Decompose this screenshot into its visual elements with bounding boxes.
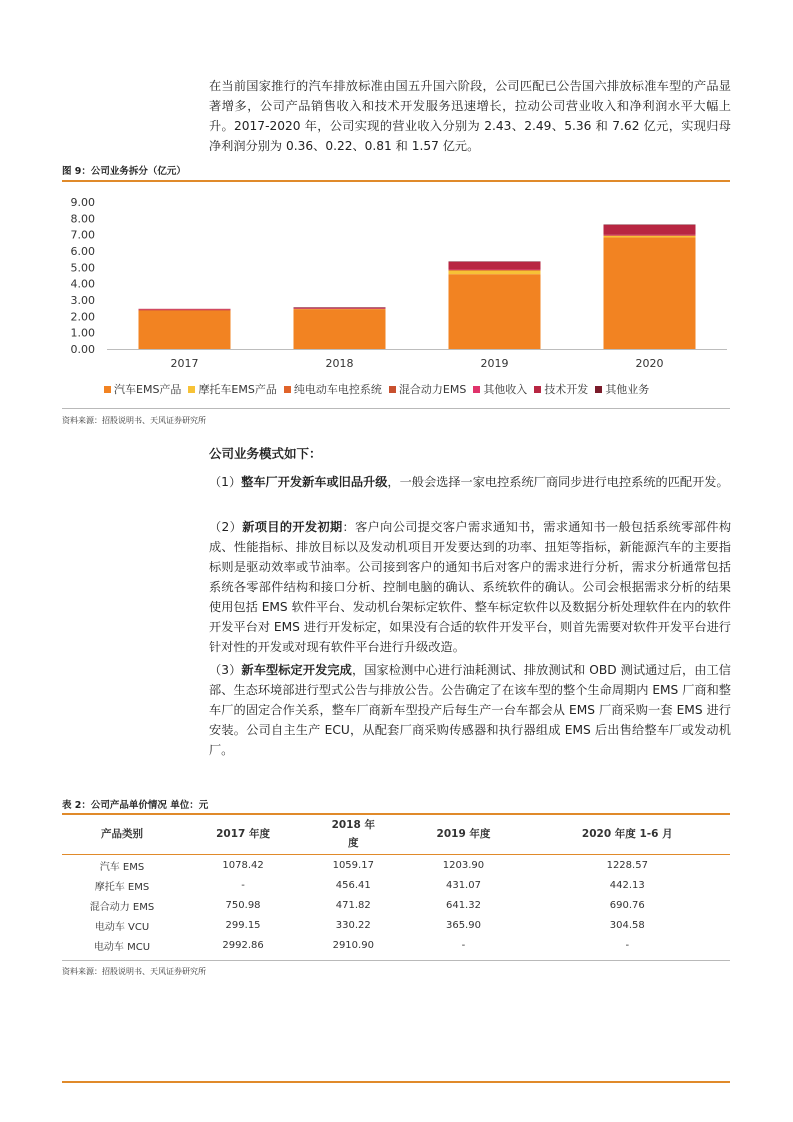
unit-price-table (62, 814, 730, 955)
cell: 1203.90 (442, 859, 485, 871)
y-tick-label: 7.00 (70, 228, 95, 242)
x-tick-label: 2017 (170, 357, 199, 370)
legend-item (534, 381, 588, 397)
bar-segment (294, 310, 386, 349)
table-source: 资料来源：招股说明书、天风证券研究所 (62, 967, 206, 976)
table-row (62, 895, 730, 915)
bar-segment (449, 269, 541, 270)
y-tick-label: 5.00 (70, 261, 95, 275)
business-model-paragraph-2 (209, 517, 731, 657)
bar-segment (449, 261, 541, 262)
paragraph-number: （1） (209, 475, 242, 489)
table-row (62, 855, 730, 876)
figure-title: 图 9：公司业务拆分（亿元） (62, 166, 186, 177)
table-title: 表 2：公司产品单价情况 单位：元 (62, 800, 209, 811)
cell: 1059.17 (332, 859, 374, 871)
header-2019: 2019 年度 (436, 828, 491, 840)
legend-label: 技术开发 (544, 383, 589, 396)
y-tick-label: 2.00 (70, 310, 95, 324)
bar-segment (604, 236, 696, 238)
legend-item (104, 381, 181, 397)
bar-segment (139, 310, 231, 311)
bar-segment (449, 262, 541, 270)
paragraph-lead: 新车型标定开发完成 (241, 663, 352, 677)
cell: 330.22 (335, 919, 371, 931)
footer-rule (62, 1081, 730, 1083)
bar-segment (604, 235, 696, 236)
y-tick-label: 6.00 (70, 245, 95, 258)
paragraph-number: （2） (209, 520, 243, 534)
paragraph-text: ，一般会选择一家电控系统厂商同步进行电控系统的匹配开发。 (387, 475, 729, 489)
section-heading: 公司业务模式如下： (209, 446, 322, 461)
cell: - (241, 879, 245, 891)
bar-segment (294, 309, 386, 310)
figure-top-rule (62, 180, 730, 182)
cell: 1228.57 (606, 859, 648, 871)
legend-swatch (284, 386, 291, 393)
cell: 2910.90 (332, 939, 374, 951)
header-2017: 2017 年度 (216, 828, 270, 840)
header-2018: 2018 年 度 (331, 819, 375, 849)
y-tick-label: 0.00 (70, 343, 95, 356)
paragraph-lead: 新项目的开发初期 (242, 520, 343, 534)
legend-swatch (188, 386, 195, 393)
bar-segment (604, 237, 696, 349)
paragraph-text: ：客户向公司提交客户需求通知书，需求通知书一般包括系统零部件构成、性能指标、排放目标以及发动机项目开发要达到的功率、扭矩等指标，新能源汽车的主要指标则是驱动效率或节油率。公司接到客户的通知书后对客户的需求进行分析，需求分析通常包括系统各零部件结构和接口分析、控制电脑的确认、系统软件的确认。公司会根据需求分析的结果使用包括 EMS 软件平台、发动机台架标定软件、整车标定软件以及数据分析处理软件在内的软件开发平台对 EMS 进行开发标定，如果没有合适的软件开发平台，则首先需要对软件开发平台进行针对性的开发或对现有软件平台进行升级改造。 (209, 520, 732, 654)
legend-label: 其他业务 (605, 383, 650, 396)
cell: 2992.86 (222, 939, 264, 951)
legend-label: 汽车EMS产品 (114, 383, 182, 396)
chart-legend (104, 381, 649, 397)
legend-swatch (595, 386, 602, 393)
legend-item (595, 381, 649, 397)
legend-label: 混合动力EMS (398, 383, 467, 396)
table-row (62, 935, 730, 955)
table-row (62, 915, 730, 935)
bar-segment (139, 309, 231, 310)
bar-segment (139, 309, 231, 310)
business-model-paragraph-1 (209, 472, 731, 492)
cell: 299.15 (225, 919, 261, 931)
cell: 641.32 (445, 899, 481, 911)
paragraph-number: （3） (209, 663, 242, 677)
paragraph-lead: 整车厂开发新车或旧品升级 (241, 475, 388, 489)
legend-item (389, 381, 466, 397)
y-tick-label: 9.00 (70, 196, 95, 209)
bar-segment (139, 311, 231, 349)
cell: 汽车 EMS (99, 861, 145, 873)
paragraph-text: ，国家检测中心进行油耗测试、排放测试和 OBD 测试通过后，由工信部、生态环境部进行型式公告与排放公告。公告确定了在该车型的整个生命周期内 EMS 厂商和整车厂的固定合作关系，整车厂商新车型投产后每生产一台车都会从 EMS 厂商采购一套 EMS 进行安装。公司自主生产 ECU，从配套厂商采购传感器和执行器组成 EMS 后出售给整车厂或发动机厂。 (209, 663, 731, 757)
bar-segment (294, 307, 386, 308)
intro-paragraph: 在当前国家推行的汽车排放标准由国五升国六阶段，公司匹配已公告国六排放标准车型的产品显著增多，公司产品销售收入和技术开发服务迅速增长，拉动公司营业收入和净利润水平大幅上升。2017-2020 年，公司实现的营业收入分别为 2.43、2.49、5.36 和 7.62 亿元，实现归母净利润分别为 0.36、0.22、0.81 和 1.57 亿元。 (209, 79, 731, 153)
cell: - (625, 939, 630, 951)
legend-label: 其他收入 (483, 383, 528, 396)
cell: 471.82 (335, 899, 371, 911)
cell: 456.41 (335, 879, 371, 891)
cell: 混合动力 EMS (89, 901, 155, 913)
bar-segment (604, 225, 696, 235)
cell: 365.90 (445, 919, 481, 931)
y-tick-label: 8.00 (70, 212, 95, 226)
y-tick-label: 1.00 (70, 326, 95, 340)
cell: 1078.42 (222, 859, 264, 871)
cell: - (461, 939, 466, 951)
bar-segment (449, 270, 541, 274)
cell: 304.58 (609, 919, 645, 931)
legend-item (473, 381, 527, 397)
legend-item (188, 381, 276, 397)
x-tick-label: 2020 (635, 357, 664, 370)
legend-swatch (473, 386, 480, 393)
bar-segment (604, 225, 696, 226)
legend-label: 纯电动车电控系统 (293, 383, 382, 396)
table-bottom-rule (62, 960, 730, 961)
header-2020h1: 2020 年度 1-6 月 (581, 828, 673, 840)
legend-item (284, 381, 382, 397)
cell: 电动车 VCU (94, 921, 150, 933)
x-tick-label: 2018 (325, 357, 354, 370)
cell: 690.76 (609, 899, 645, 911)
y-tick-label: 4.00 (70, 277, 95, 291)
legend-swatch (389, 386, 396, 393)
business-model-paragraph-3 (209, 660, 731, 760)
legend-label: 摩托车EMS产品 (198, 383, 277, 396)
table-header-row (62, 814, 730, 855)
table-row (62, 875, 730, 895)
header-category: 产品类别 (101, 828, 143, 840)
cell: 431.07 (445, 879, 481, 891)
cell: 电动车 MCU (93, 941, 151, 953)
cell: 摩托车 EMS (94, 881, 150, 893)
cell: 442.13 (609, 879, 645, 891)
figure-source: 资料来源：招股说明书、天风证券研究所 (62, 416, 206, 425)
figure-bottom-rule (62, 408, 730, 409)
bar-segment (294, 308, 386, 309)
legend-swatch (534, 386, 541, 393)
business-breakdown-chart (62, 186, 730, 376)
y-tick-label: 3.00 (70, 294, 95, 307)
legend-swatch (104, 386, 111, 393)
bar-segment (449, 274, 541, 349)
x-tick-label: 2019 (480, 357, 509, 370)
cell: 750.98 (225, 899, 261, 911)
